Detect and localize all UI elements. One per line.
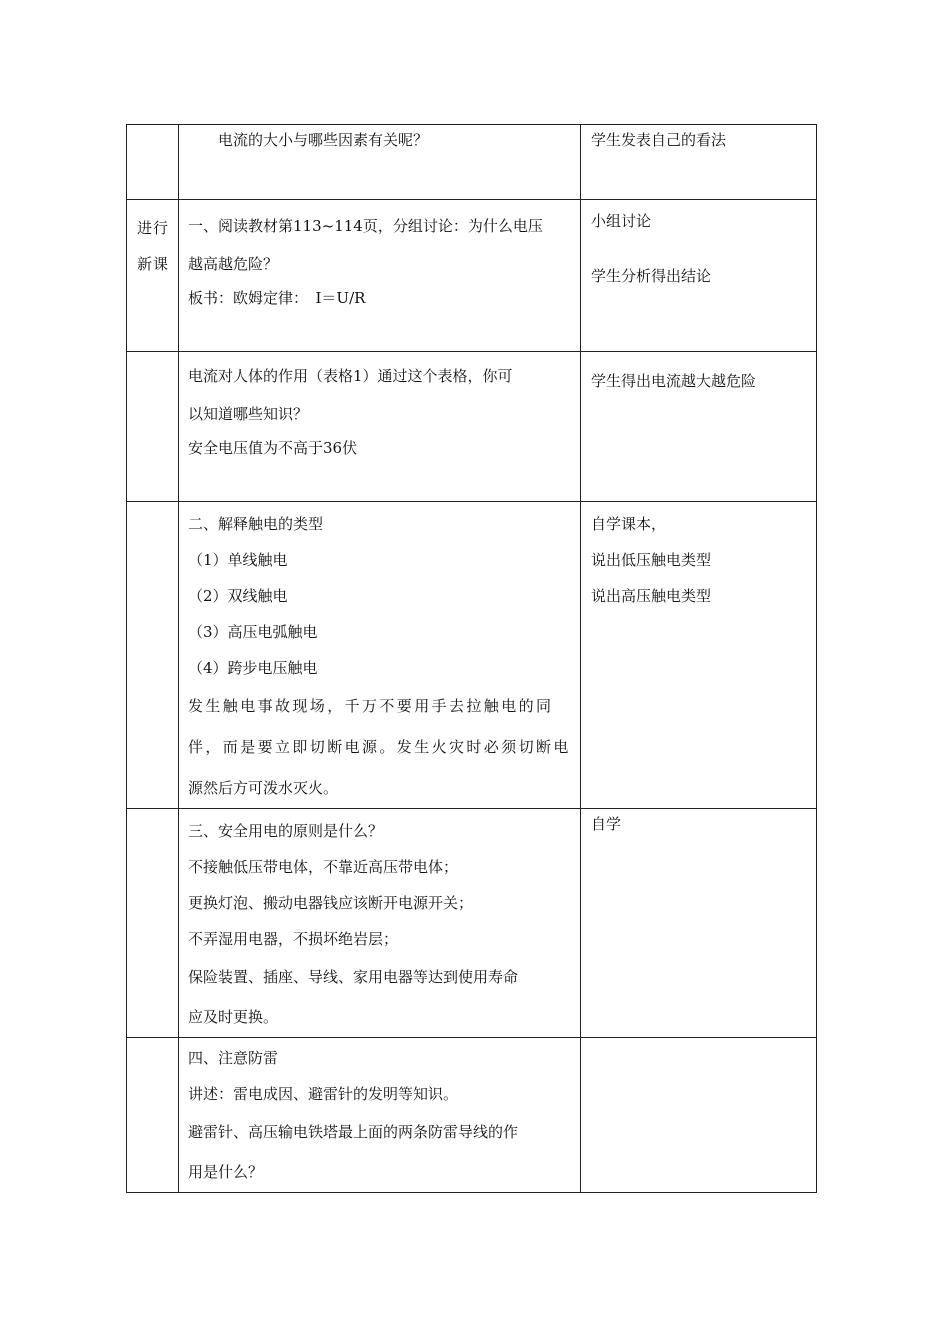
content-cell	[179, 502, 581, 809]
table-row	[127, 200, 817, 352]
content-line: （2）双线触电	[188, 587, 288, 605]
student-cell	[581, 1038, 817, 1193]
content-line: （3）高压电弧触电	[188, 623, 318, 641]
content-line: 更换灯泡、搬动电器钱应该断开电源开关；	[188, 894, 474, 912]
student-cell	[581, 352, 817, 502]
stage-cell	[127, 200, 179, 352]
lesson-plan-table	[126, 124, 817, 1193]
stage-label: 进行	[137, 219, 170, 237]
student-line: 说出高压触电类型	[591, 587, 712, 605]
content-line: 安全电压值为不高于36伏	[188, 439, 358, 457]
content-line: 三、安全用电的原则是什么？	[188, 822, 384, 840]
content-cell	[179, 125, 581, 200]
stage-cell	[127, 352, 179, 502]
content-line: 板书：欧姆定律： I＝U/R	[188, 289, 366, 307]
table-row	[127, 352, 817, 502]
content-cell	[179, 200, 581, 352]
content-line: 避雷针、高压输电铁塔最上面的两条防雷导线的作	[188, 1123, 519, 1141]
table-row	[127, 502, 817, 809]
stage-cell	[127, 809, 179, 1038]
content-cell	[179, 1038, 581, 1193]
content-cell	[179, 352, 581, 502]
content-line: 发生触电事故现场，千万不要用手去拉触电的同	[188, 697, 554, 715]
student-cell	[581, 809, 817, 1038]
content-line: 四、注意防雷	[188, 1049, 279, 1067]
content-line: 一、阅读教材第113~114页，分组讨论：为什么电压	[188, 217, 543, 235]
content-line: 不弄湿用电器，不损坏绝岩层；	[188, 930, 399, 948]
student-cell	[581, 502, 817, 809]
content-line: 越高越危险？	[188, 255, 279, 273]
stage-label: 新课	[137, 255, 170, 273]
table-row	[127, 1038, 817, 1193]
content-line: 应及时更换。	[188, 1008, 279, 1026]
content-line: 源然后方可泼水灭火。	[188, 779, 339, 797]
stage-cell	[127, 502, 179, 809]
table-row	[127, 125, 817, 200]
student-line: 学生分析得出结论	[591, 267, 712, 285]
student-line: 学生发表自己的看法	[591, 131, 727, 149]
content-line: 电流对人体的作用（表格1）通过这个表格，你可	[188, 367, 513, 385]
table-row	[127, 809, 817, 1038]
stage-cell	[127, 1038, 179, 1193]
student-cell	[581, 200, 817, 352]
stage-cell	[127, 125, 179, 200]
content-line: 以知道哪些知识？	[188, 405, 309, 423]
content-line: 伴，而是要立即切断电源。发生火灾时必须切断电	[188, 738, 571, 756]
student-line: 小组讨论	[591, 212, 652, 230]
student-line: 学生得出电流越大越危险	[591, 372, 757, 390]
content-cell	[179, 809, 581, 1038]
student-line: 说出低压触电类型	[591, 551, 712, 569]
student-line: 自学	[591, 815, 622, 833]
content-line: 用是什么？	[188, 1163, 264, 1181]
content-line: 讲述：雷电成因、避雷针的发明等知识。	[188, 1085, 459, 1103]
content-line: 保险装置、插座、导线、家用电器等达到使用寿命	[188, 968, 519, 986]
content-line: 电流的大小与哪些因素有关呢？	[218, 131, 429, 149]
student-cell	[581, 125, 817, 200]
student-line: 自学课本，	[591, 515, 667, 533]
content-line: （1）单线触电	[188, 551, 288, 569]
content-line: 不接触低压带电体，不靠近高压带电体；	[188, 858, 459, 876]
content-line: 二、解释触电的类型	[188, 515, 324, 533]
content-line: （4）跨步电压触电	[188, 659, 318, 677]
